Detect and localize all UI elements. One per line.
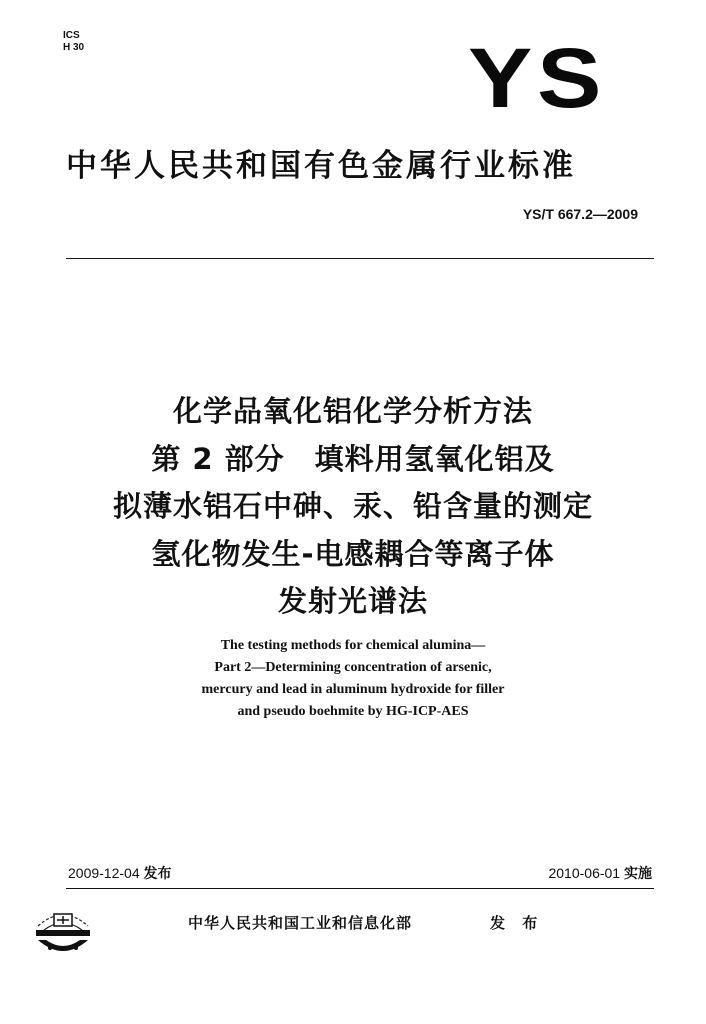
- bottom-divider: [66, 888, 654, 889]
- implementation-date: [548, 863, 652, 883]
- chinese-title-line-3: 拟薄水铝石中砷、汞、铅含量的测定: [112, 489, 593, 523]
- english-title-line-3: mercury and lead in aluminum hydroxide for filler: [201, 682, 505, 697]
- publisher-seal-icon: [30, 900, 96, 960]
- chinese-title: [0, 388, 706, 626]
- english-title-line-1: The testing methods for chemical alumina—: [220, 638, 486, 653]
- issue-date-value: 2009-12-04: [68, 865, 140, 881]
- english-title-line-4: and pseudo boehmite by HG-ICP-AES: [237, 704, 469, 719]
- org-title: 中华人民共和国有色金属行业标准: [66, 148, 576, 184]
- chinese-title-line-5: 发射光谱法: [277, 584, 428, 618]
- chinese-title-line-1: 化学品氧化铝化学分析方法: [172, 394, 533, 428]
- issue-date: [68, 863, 172, 883]
- standard-number: YS/T 667.2—2009: [522, 206, 638, 222]
- ys-logo: YS: [468, 31, 607, 125]
- chinese-title-line-2: 第 2 部分 填料用氢氧化铝及: [151, 441, 555, 476]
- publisher-name: 中华人民共和国工业和信息化部: [188, 914, 413, 932]
- ics-label: ICS: [63, 30, 80, 41]
- implementation-date-label: 实施: [624, 866, 652, 882]
- top-divider: [66, 258, 654, 259]
- ics-code: [63, 30, 84, 54]
- implementation-date-value: 2010-06-01: [548, 865, 621, 881]
- english-title-line-2: Part 2—Determining concentration of arsenic,: [214, 660, 492, 675]
- publish-label: 发 布: [490, 914, 544, 932]
- english-title: [0, 635, 706, 723]
- classification-code: H 30: [63, 42, 85, 53]
- chinese-title-line-4: 氢化物发生-电感耦合等离子体: [151, 536, 555, 571]
- issue-date-label: 发布: [143, 866, 172, 882]
